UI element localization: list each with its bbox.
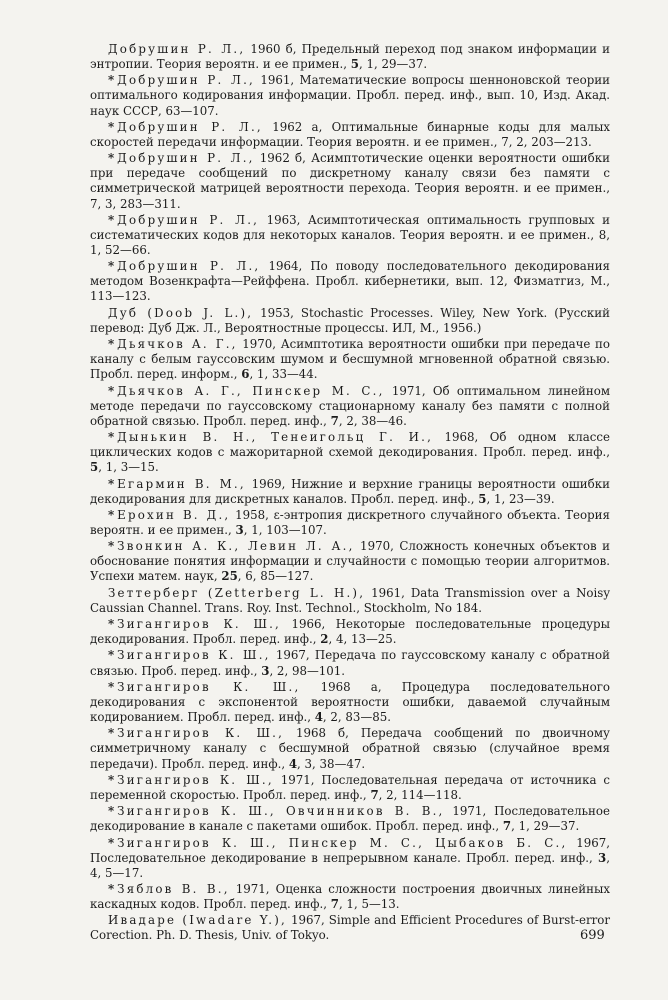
reference-entry	[90, 42, 610, 72]
asterisk-marker: *	[108, 212, 115, 227]
reference-text: 1961, Математические вопросы шенноновской теории оптимального кодирования информации. Пробл. перед. инф., вып. 10, Изд. Акад. наук СССР, 63—107.	[90, 73, 610, 118]
reference-author: Добрушин Р. Л.,	[117, 73, 255, 88]
reference-entry	[90, 213, 610, 258]
reference-author: Дьячков А. Г., Пинскер М. С.,	[117, 383, 385, 398]
asterisk-marker: *	[108, 476, 115, 491]
reference-entry	[90, 680, 610, 725]
reference-author: Добрушин Р. Л.,	[117, 259, 261, 274]
reference-text: 1968 б, Передача сообщений по двоичному симметричному каналу с бесшумной обратной связью (случайное время передачи). Пробл. перед. инф.,	[90, 726, 610, 771]
reference-text: , 1, 3—15.	[98, 460, 159, 475]
reference-author: Зигангиров К. Ш.,	[117, 679, 301, 694]
reference-entry	[90, 882, 610, 912]
volume-number: 4	[288, 756, 298, 771]
asterisk-marker: *	[108, 882, 115, 896]
volume-number: 7	[330, 413, 339, 428]
reference-text: , 1, 33—44.	[249, 367, 318, 382]
reference-author: Дынькин В. Н., Тенеигольц Г. И.,	[117, 430, 434, 445]
volume-number: 7	[330, 897, 339, 912]
reference-author: Зигангиров К. Ш.,	[117, 617, 282, 632]
reference-entry	[90, 73, 610, 118]
reference-author: Добрушин Р. Л.,	[108, 42, 246, 56]
volume-number: 4	[314, 710, 323, 725]
reference-text: , 4, 5—17.	[90, 850, 610, 880]
asterisk-marker: *	[108, 835, 115, 850]
reference-entry	[90, 586, 610, 616]
reference-text: , 2, 114—118.	[378, 787, 462, 802]
reference-text: 1963, Асимптотическая оптимальность групповых и систематических кодов для некоторых каналов. Теория вероятн. и ее примен., 8, 1, 52—66.	[90, 212, 611, 257]
reference-author: Добрушин Р. Л.,	[117, 151, 255, 166]
reference-entry	[90, 773, 610, 803]
asterisk-marker: *	[108, 337, 115, 352]
reference-text: 1968 а, Процедура последовательного декодирования с экспонентой вероятности ошибки, даваемой случайным кодированием. Пробл. перед. инф.,	[90, 679, 610, 725]
reference-text: 1970, Сложность конечных объектов и обоснование понятия информации и случайности с помощью теории алгоритмов. Успехи матем. наук,	[90, 539, 610, 584]
volume-number: 3	[235, 522, 244, 537]
reference-text: 1967, Simple and Efficient Procedures of Burst-error Corection. Ph. D. Thesis, Univ. of Tokyo.	[90, 913, 610, 943]
reference-author: Зигангиров К. Ш.,	[117, 648, 271, 663]
reference-author: Дьячков А. Г.,	[117, 337, 238, 352]
reference-entry	[90, 306, 610, 336]
asterisk-marker: *	[108, 772, 115, 787]
reference-text: , 6, 85—127.	[237, 569, 314, 584]
asterisk-marker: *	[108, 648, 115, 663]
reference-text: 1971, Об оптимальном линейном методе передачи по гауссовскому стационарному каналу без памяти с полной обратной связью. Пробл. перед. инф.,	[90, 383, 611, 428]
reference-text: , 1, 29—37.	[511, 819, 580, 834]
asterisk-marker: *	[108, 804, 115, 819]
reference-text: 1967, Последовательное декодирование в непрерывном канале. Пробл. перед. инф.,	[90, 835, 611, 865]
reference-text: 1961, Data Transmission over a Noisy Caussian Channel. Trans. Roy. Inst. Technol., Stockholm, No 184.	[90, 585, 610, 615]
reference-author: Зигангиров К. Ш.,	[117, 726, 285, 741]
volume-number: 3	[261, 663, 270, 678]
asterisk-marker: *	[108, 430, 115, 445]
volume-number: 7	[502, 819, 512, 834]
reference-author: Зигангиров К. Ш., Пинскер М. С., Цыбаков Б. С.,	[117, 835, 568, 850]
reference-entry	[90, 539, 610, 584]
asterisk-marker: *	[108, 119, 115, 134]
reference-author: Добрушин Р. Л.,	[117, 212, 260, 227]
reference-entry	[90, 804, 610, 834]
asterisk-marker: *	[108, 507, 115, 522]
reference-author: Зяблов В. В.,	[117, 882, 230, 896]
volume-number: 7	[370, 787, 379, 802]
reference-text: , 2, 83—85.	[322, 710, 391, 725]
reference-entry	[90, 120, 610, 150]
reference-entry	[90, 151, 610, 211]
asterisk-marker: *	[108, 617, 115, 632]
reference-text: , 2, 98—101.	[269, 663, 346, 678]
reference-text: 1971, Последовательное декодирование в канале с пакетами ошибок. Пробл. перед. инф.,	[90, 804, 610, 834]
reference-text: 1958, ε-энтропия дискретного случайного объекта. Теория вероятн. и ее примен.,	[90, 507, 610, 537]
reference-entry	[90, 913, 610, 943]
reference-author: Ивадаре (Iwadare Y.),	[108, 913, 287, 928]
reference-text: , 1, 5—13.	[338, 897, 400, 912]
reference-entry	[90, 337, 610, 382]
volume-number: 2	[320, 632, 329, 647]
asterisk-marker: *	[108, 383, 115, 398]
reference-text: 1964, По поводу последовательного декодирования методом Возенкрафта—Рейффена. Пробл. кибернетики, вып. 12, Физматгиз, М., 113—123.	[90, 259, 610, 304]
volume-number: 6	[241, 367, 250, 382]
reference-text: 1962 а, Оптимальные бинарные коды для малых скоростей передачи информации. Теория вероятн. и ее примен., 7, 2, 203—213.	[90, 119, 610, 149]
reference-text: 1968, Об одном классе циклических кодов с мажоритарной схемой декодирования. Пробл. перед. инф.,	[90, 430, 610, 460]
volume-number: 3	[598, 850, 607, 865]
reference-text: , 3, 38—47.	[297, 756, 366, 771]
volume-number: 5	[478, 491, 487, 506]
reference-text: 1971, Последовательная передача от источника с переменной скоростью. Пробл. перед. инф.,	[90, 772, 610, 802]
reference-author: Зеттерберг (Zetterberg L. H.),	[108, 585, 366, 600]
reference-text: , 1, 29—37.	[359, 57, 428, 72]
asterisk-marker: *	[108, 259, 115, 274]
asterisk-marker: *	[108, 679, 115, 694]
reference-text: 1970, Асимптотика вероятности ошибки при передаче по каналу с белым гауссовским шумом и бесшумной мгновенной обратной связью. Пробл. перед. информ.,	[90, 337, 610, 382]
asterisk-marker: *	[108, 726, 115, 741]
reference-author: Дуб (Doob J. L.),	[108, 305, 254, 320]
reference-author: Егармин В. М.,	[117, 476, 246, 491]
reference-text: 1966, Некоторые последовательные процедуры декодирования. Пробл. перед. инф.,	[90, 617, 610, 647]
reference-text: , 2, 38—46.	[338, 413, 407, 428]
reference-text: , 4, 13—25.	[328, 632, 397, 647]
reference-entry	[90, 836, 610, 881]
asterisk-marker: *	[108, 73, 115, 88]
reference-text: 1953, Stochastic Processes. Wiley, New York. (Русский перевод: Дуб Дж. Л., Вероятностные процессы. ИЛ, М., 1956.)	[90, 305, 610, 335]
reference-entry	[90, 259, 610, 304]
reference-list	[90, 42, 610, 945]
reference-text: 1960 б, Предельный переход под знаком информации и энтропии. Теория вероятн. и ее примен.,	[90, 42, 610, 72]
reference-author: Добрушин Р. Л.,	[117, 119, 263, 134]
reference-author: Зигангиров К. Ш.,	[117, 772, 274, 787]
reference-entry	[90, 648, 610, 678]
reference-author: Зигангиров К. Ш., Овчинников В. В.,	[117, 804, 445, 819]
reference-text: , 1, 103—107.	[243, 522, 327, 537]
volume-number: 5	[90, 460, 99, 475]
reference-entry	[90, 430, 610, 475]
reference-entry	[90, 508, 610, 538]
asterisk-marker: *	[108, 151, 115, 166]
reference-text: 1971, Оценка сложности построения двоичных линейных каскадных кодов. Пробл. перед. инф.,	[90, 882, 610, 912]
asterisk-marker: *	[108, 539, 115, 554]
page-number: 699	[580, 928, 605, 943]
reference-text: 1962 б, Асимптотические оценки вероятности ошибки при передаче сообщений по дискретному каналу связи без памяти с симметрической матрицей вероятности перехода. Теория вероятн. и ее примен., 7, 3, 283—311.	[90, 151, 610, 211]
reference-entry	[90, 477, 610, 507]
reference-text: 1967, Передача по гауссовскому каналу с обратной связью. Проб. перед. инф.,	[90, 648, 610, 678]
reference-entry	[90, 617, 610, 647]
reference-text: 1969, Нижние и верхние границы вероятности ошибки декодирования для дискретных каналов. Пробл. перед. инф.,	[90, 476, 611, 506]
volume-number: 5	[350, 57, 359, 72]
volume-number: 25	[221, 569, 238, 584]
reference-author: Звонкин А. К., Левин Л. А.,	[117, 539, 355, 554]
reference-text: , 1, 23—39.	[486, 491, 555, 506]
reference-entry	[90, 726, 610, 771]
reference-author: Ерохин В. Д.,	[117, 507, 231, 522]
reference-entry	[90, 384, 610, 429]
